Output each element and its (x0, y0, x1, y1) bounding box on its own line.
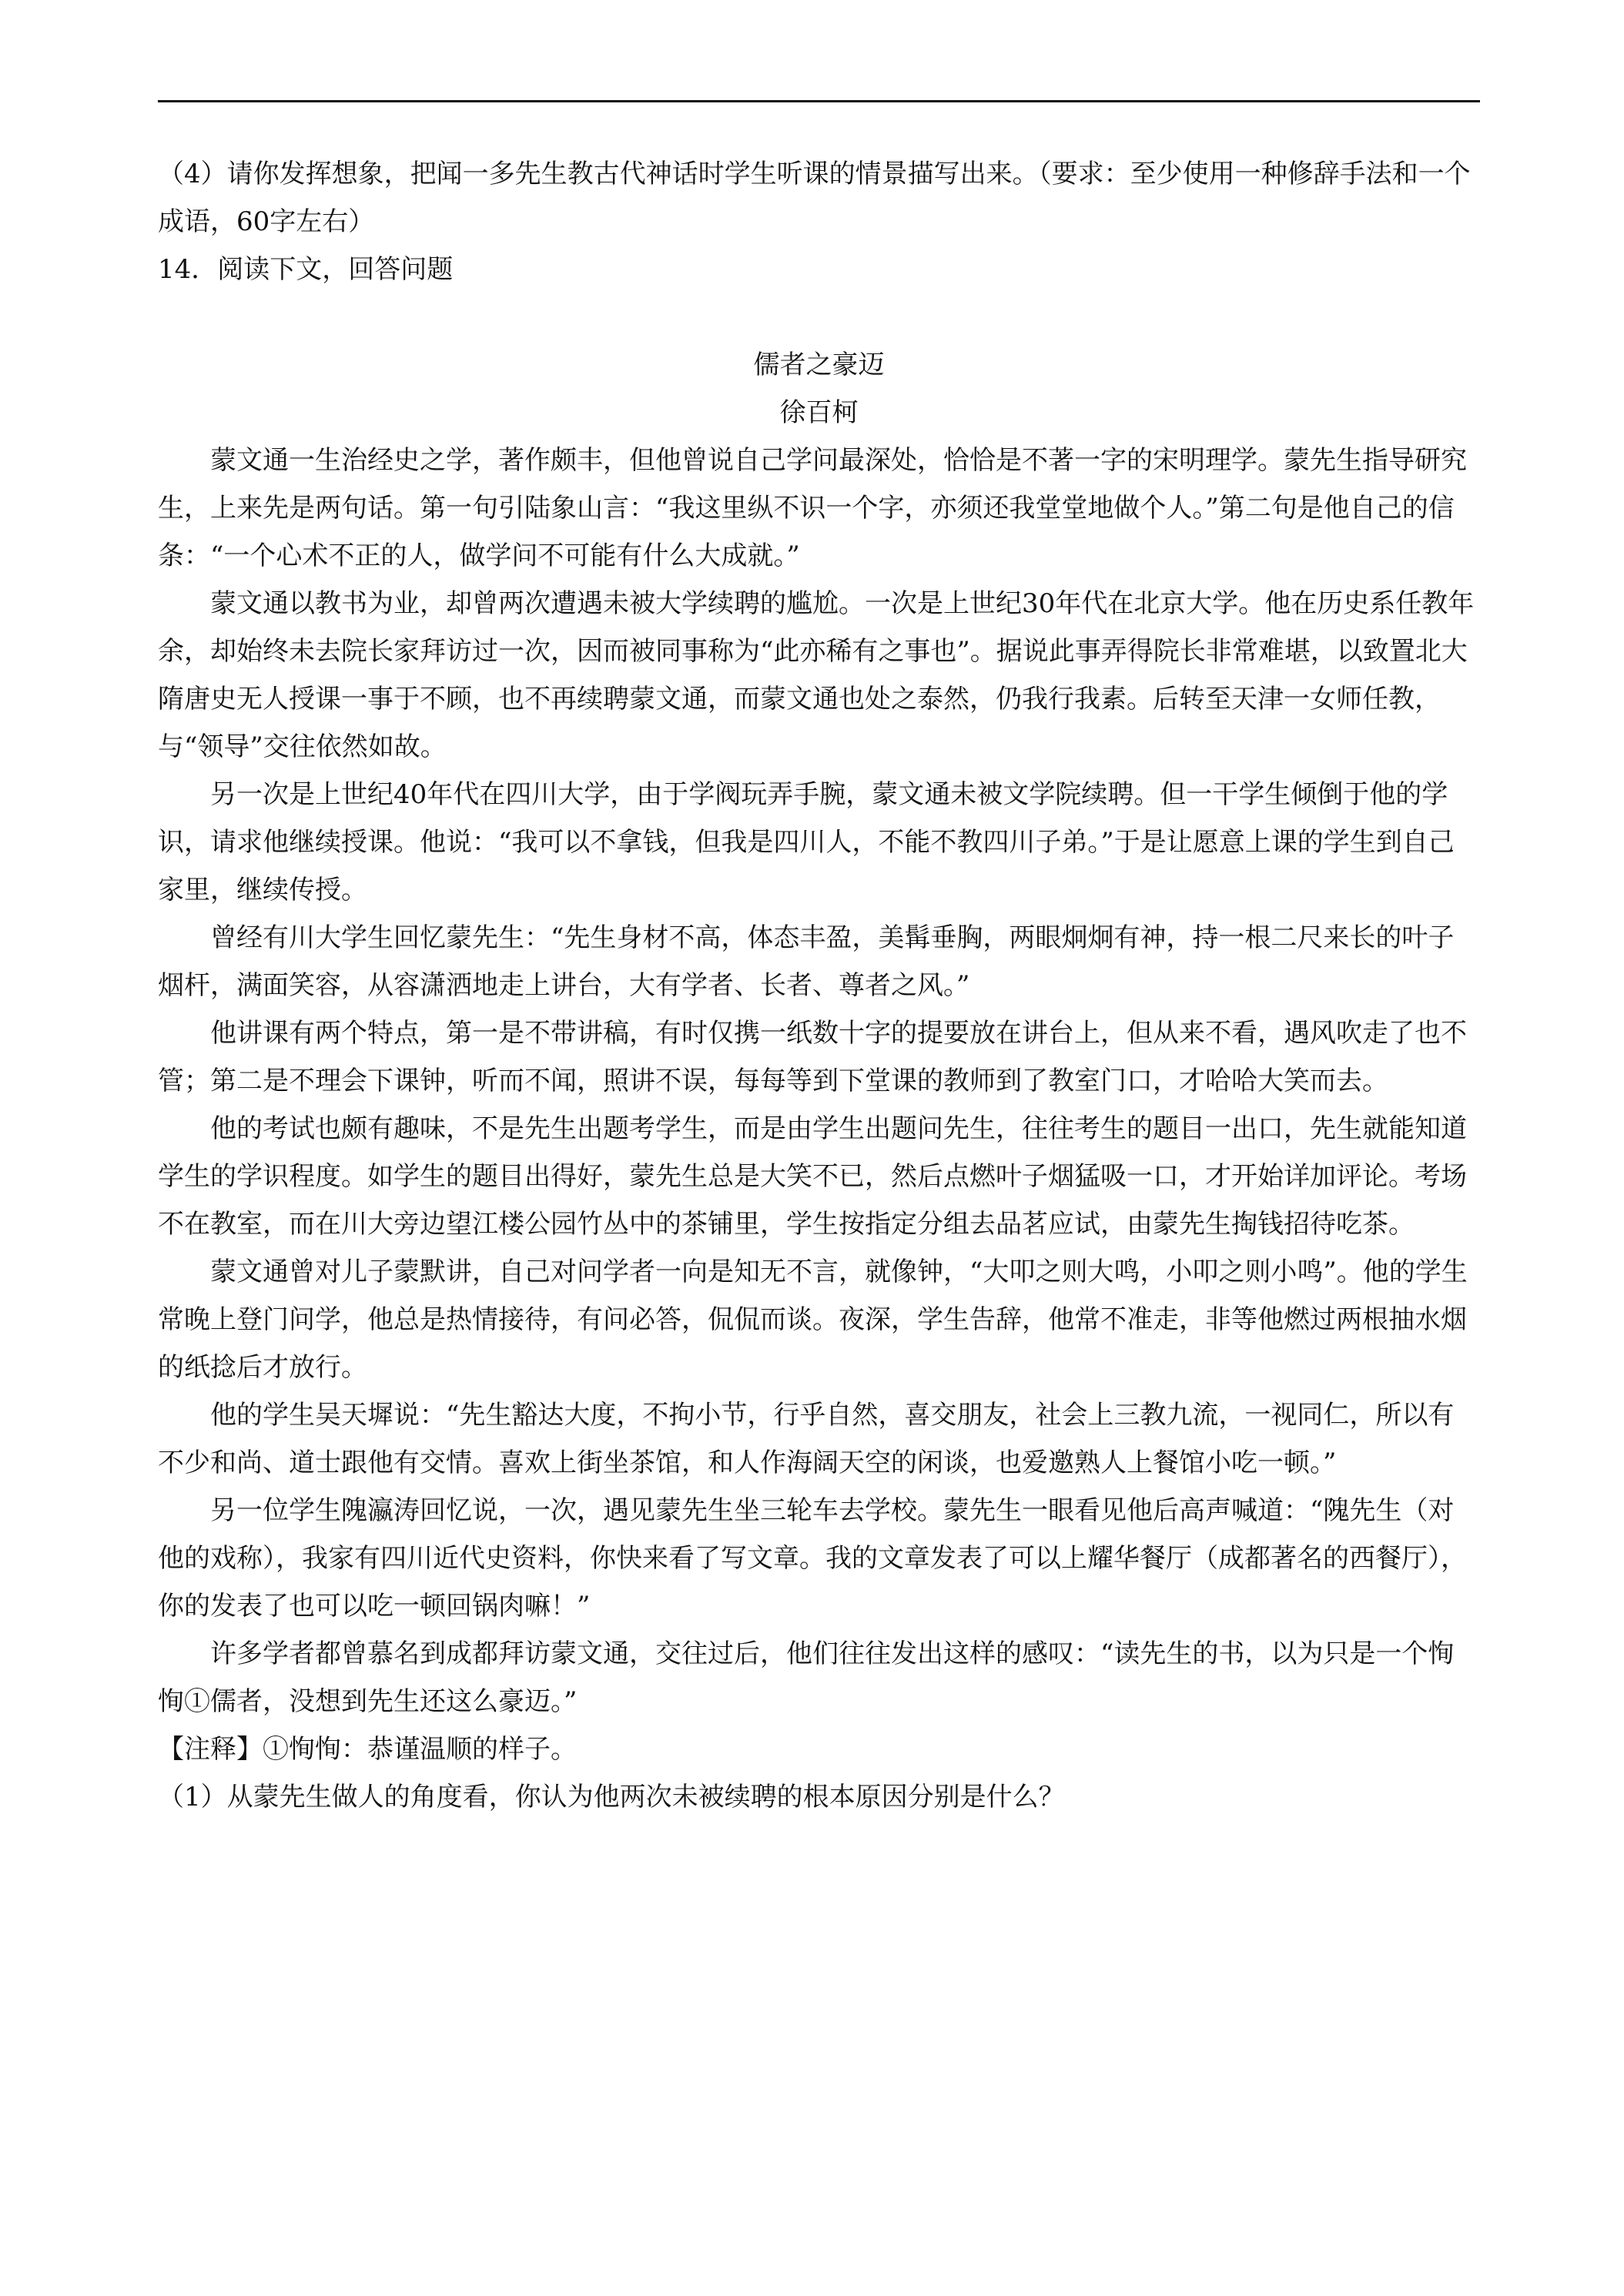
article-paragraph: 另一次是上世纪40年代在四川大学，由于学阀玩弄手腕，蒙文通未被文学院续聘。但一干学生倾倒于他的学识，请求他继续授课。他说：“我可以不拿钱，但我是四川人，不能不教四川子弟。”于是让愿意上课的学生到自己家里，继续传授。 (158, 779, 1455, 905)
question-4-text: （4）请你发挥想象，把闻一多先生教古代神话时学生听课的情景描写出来。（要求：至少使用一种修辞手法和一个成语，60字左右） (158, 159, 1471, 237)
article-paragraph: 蒙文通以教书为业，却曾两次遭遇未被大学续聘的尴尬。一次是上世纪30年代在北京大学。他在历史系任教年余，却始终未去院长家拜访过一次，因而被同事称为“此亦稀有之事也”。据说此事弄得院长非常难堪，以致置北大隋唐史无人授课一事于不顾，也不再续聘蒙文通，而蒙文通也处之泰然，仍我行我素。后转至天津一女师任教，与“领导”交往依然如故。 (158, 588, 1475, 762)
annotation-note: 【注释】①恂恂：恭谨温顺的样子。 (158, 1734, 577, 1765)
spacer (158, 293, 1480, 341)
header-rule (158, 100, 1480, 102)
question-14-heading: 14．阅读下文，回答问题 (158, 254, 454, 285)
article-paragraph: 另一位学生隗瀛涛回忆说，一次，遇见蒙先生坐三轮车去学校。蒙先生一眼看见他后高声喊道：“隗先生（对他的戏称），我家有四川近代史资料，你快来看了写文章。我的文章发表了可以上耀华餐厅（成都著名的西餐厅），你的发表了也可以吃一顿回锅肉嘛！” (158, 1495, 1467, 1622)
article-paragraph: 曾经有川大学生回忆蒙先生：“先生身材不高，体态丰盈，美髯垂胸，两眼炯炯有神，持一根二尺来长的叶子烟杆，满面笑容，从容潇洒地走上讲台，大有学者、长者、尊者之风。” (158, 922, 1455, 1001)
article-paragraph: 他的考试也颇有趣味，不是先生出题考学生，而是由学生出题问先生，往往考生的题目一出口，先生就能知道学生的学识程度。如学生的题目出得好，蒙先生总是大笑不已，然后点燃叶子烟猛吸一口，才开始详加评论。考场不在教室，而在川大旁边望江楼公园竹丛中的茶铺里，学生按指定分组去品茗应试，由蒙先生掏钱招待吃茶。 (158, 1113, 1467, 1240)
article-paragraph: 蒙文通曾对儿子蒙默讲，自己对问学者一向是知无不言，就像钟，“大叩之则大鸣，小叩之则小鸣”。他的学生常晚上登门问学，他总是热情接待，有问必答，侃侃而谈。夜深，学生告辞，他常不准走，非等他燃过两根抽水烟的纸捻后才放行。 (158, 1257, 1468, 1383)
article-paragraph: 许多学者都曾慕名到成都拜访蒙文通，交往过后，他们往往发出这样的感叹：“读先生的书，以为只是一个恂恂①儒者，没想到先生还这么豪迈。” (158, 1638, 1455, 1717)
article-paragraph: 他的学生吴天墀说：“先生豁达大度，不拘小节，行乎自然，喜交朋友，社会上三教九流，一视同仁，所以有不少和尚、道士跟他有交情。喜欢上街坐茶馆，和人作海阔天空的闲谈，也爱邀熟人上餐馆小吃一顿。” (158, 1400, 1455, 1478)
sub-question-1: （1）从蒙先生做人的角度看，你认为他两次未被续聘的根本原因分别是什么？ (158, 1782, 1065, 1812)
article-paragraph: 他讲课有两个特点，第一是不带讲稿，有时仅携一纸数十字的提要放在讲台上，但从来不看，遇风吹走了也不管；第二是不理会下课钟，听而不闻，照讲不误，每每等到下堂课的教师到了教室门口，才哈哈大笑而去。 (158, 1018, 1467, 1096)
article-title: 儒者之豪迈 (753, 350, 885, 380)
article-paragraph: 蒙文通一生治经史之学，著作颇丰，但他曾说自己学问最深处，恰恰是不著一字的宋明理学。蒙先生指导研究生，上来先是两句话。第一句引陆象山言：“我这里纵不识一个字，亦须还我堂堂地做个人。”第二句是他自己的信条：“一个心术不正的人，做学问不可能有什么大成就。” (158, 445, 1467, 571)
document-body (158, 150, 1480, 1821)
article-author: 徐百柯 (779, 397, 859, 428)
